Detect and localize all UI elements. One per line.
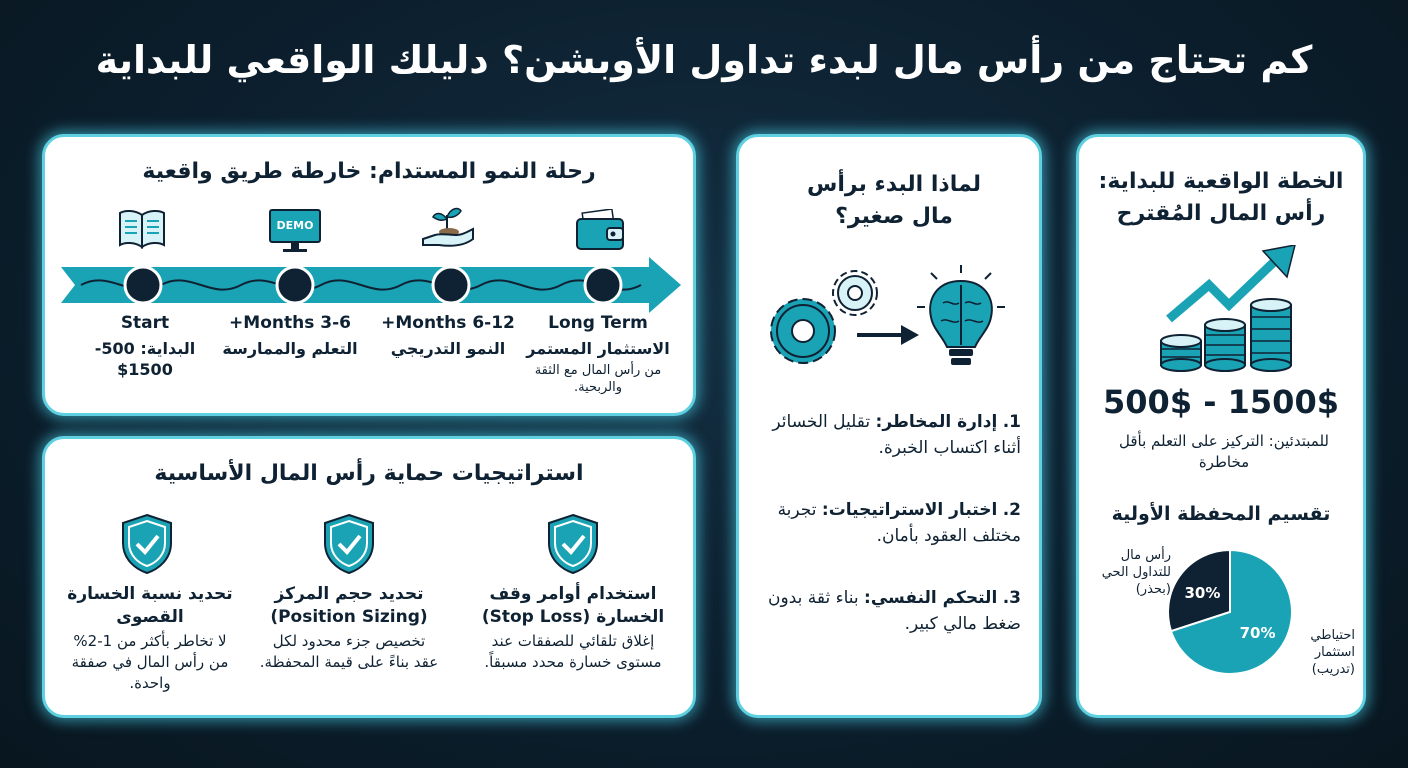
coin-stack-icon xyxy=(1161,335,1201,371)
stage-3-6-ar: التعلم والممارسة xyxy=(222,339,358,358)
stage-start-en: Start xyxy=(120,313,170,333)
pie-label-70: 70% xyxy=(1239,624,1276,643)
why-point-1-desc: تقليل الخسائر أثناء اكتساب الخبرة. xyxy=(772,412,1021,458)
coins-growth-icon xyxy=(1159,245,1299,373)
max-loss-desc: لا تخاطر بأكثر من 1-2% من رأس المال في صفقة واحدة. xyxy=(71,632,229,692)
demo-monitor-icon xyxy=(269,209,321,253)
stage-3-6-en: 3-6 Months+ xyxy=(229,313,351,333)
demo-label: DEMO xyxy=(269,209,321,243)
why-point-1 xyxy=(763,409,1021,461)
why-small-heading: لماذا البدء برأس مال صغير؟ xyxy=(806,172,981,229)
plan-heading-line1: الخطة الواقعية للبداية: xyxy=(1098,169,1344,194)
legend-reserve: احتياطي استثمار (تدريب) xyxy=(1310,628,1355,677)
hand-plant-icon xyxy=(419,205,475,251)
max-loss-title: تحديد نسبة الخسارة القصوى xyxy=(67,584,233,627)
why-point-3-num: 3. xyxy=(1002,588,1021,608)
why-point-3-desc: بناء ثقة بدون ضغط مالي كبير. xyxy=(768,588,1021,634)
protection-item-stop-loss xyxy=(471,583,675,673)
gear-icon xyxy=(833,271,877,315)
roadmap-card xyxy=(42,134,696,416)
stage-6-12-en: 6-12 Months+ xyxy=(381,313,515,333)
legend-live-trading: رأس مال للتداول الحي (بحذر) xyxy=(1101,548,1171,597)
why-point-1-title: إدارة المخاطر: xyxy=(875,412,998,432)
roadmap-heading: رحلة النمو المستدام: خارطة طريق واقعية xyxy=(142,159,596,184)
stage-long-term xyxy=(523,313,673,396)
protection-item-position-sizing xyxy=(259,583,439,673)
stage-start-ar: البداية: 500- xyxy=(94,339,196,358)
why-point-1-num: 1. xyxy=(1002,412,1021,432)
position-sizing-desc: تخصيص جزء محدود لكل عقد بناءً على قيمة المحفظة. xyxy=(259,632,439,671)
position-sizing-title: تحديد حجم المركز (Position Sizing) xyxy=(270,584,428,627)
stage-6-12 xyxy=(373,313,523,358)
page-title: كم تحتاج من رأس مال لبدء تداول الأوبشن؟ دليلك الواقعي للبداية xyxy=(95,38,1313,82)
stage-3-6 xyxy=(215,313,365,358)
protection-card xyxy=(42,436,696,718)
timeline-node-3-6 xyxy=(277,267,313,303)
stage-start xyxy=(85,313,205,379)
plan-heading-line2: رأس المال المُقترح xyxy=(1116,201,1326,226)
why-point-2-desc: تجربة مختلف العقود بأمان. xyxy=(777,500,1021,546)
stage-start-amount: $1500 xyxy=(117,360,173,379)
protection-item-max-loss xyxy=(65,583,235,694)
timeline-node-long-term xyxy=(585,267,621,303)
brain-bulb-icon xyxy=(917,265,1005,365)
stop-loss-title: استخدام أوامر وقف الخسارة (Stop Loss) xyxy=(481,584,665,627)
why-point-3-title: التحكم النفسي: xyxy=(864,588,998,608)
plan-card xyxy=(1076,134,1366,718)
capital-amount-desc: للمبتدئين: التركيز على التعلم بأقل مخاطرة xyxy=(1118,432,1329,471)
stage-long-term-desc: من رأس المال مع الثقة والربحية. xyxy=(534,363,662,395)
stage-long-term-ar: الاستثمار المستمر xyxy=(526,339,670,358)
gears-to-brain-icon xyxy=(761,263,1021,383)
wallet-icon xyxy=(575,209,627,253)
gear-icon xyxy=(771,299,835,363)
why-point-2-num: 2. xyxy=(1002,500,1021,520)
protection-heading: استراتيجيات حماية رأس المال الأساسية xyxy=(154,461,584,486)
stop-loss-desc: إغلاق تلقائي للصفقات عند مستوى خسارة محدد مسبقاً. xyxy=(484,632,662,671)
coin-stack-icon xyxy=(1205,319,1245,371)
shield-check-icon xyxy=(321,513,377,575)
why-point-2-title: اختبار الاستراتيجيات: xyxy=(821,500,998,520)
timeline-node-start xyxy=(125,267,161,303)
why-point-3 xyxy=(763,585,1021,637)
portfolio-pie-chart xyxy=(1165,547,1295,677)
shield-check-icon xyxy=(119,513,175,575)
stage-long-term-en: Long Term xyxy=(548,313,648,333)
stage-6-12-ar: النمو التدريجي xyxy=(390,339,506,358)
shield-check-icon xyxy=(545,513,601,575)
coin-stack-icon xyxy=(1251,299,1291,371)
why-small-card xyxy=(736,134,1042,718)
pie-label-30: 30% xyxy=(1184,583,1221,602)
why-point-2 xyxy=(763,497,1021,549)
timeline-node-6-12 xyxy=(433,267,469,303)
portfolio-heading: تقسيم المحفظة الأولية xyxy=(1111,503,1331,525)
open-book-icon xyxy=(117,207,167,251)
capital-amount: 500$ - 1500$ xyxy=(1103,383,1339,421)
timeline-arrow xyxy=(61,255,681,315)
